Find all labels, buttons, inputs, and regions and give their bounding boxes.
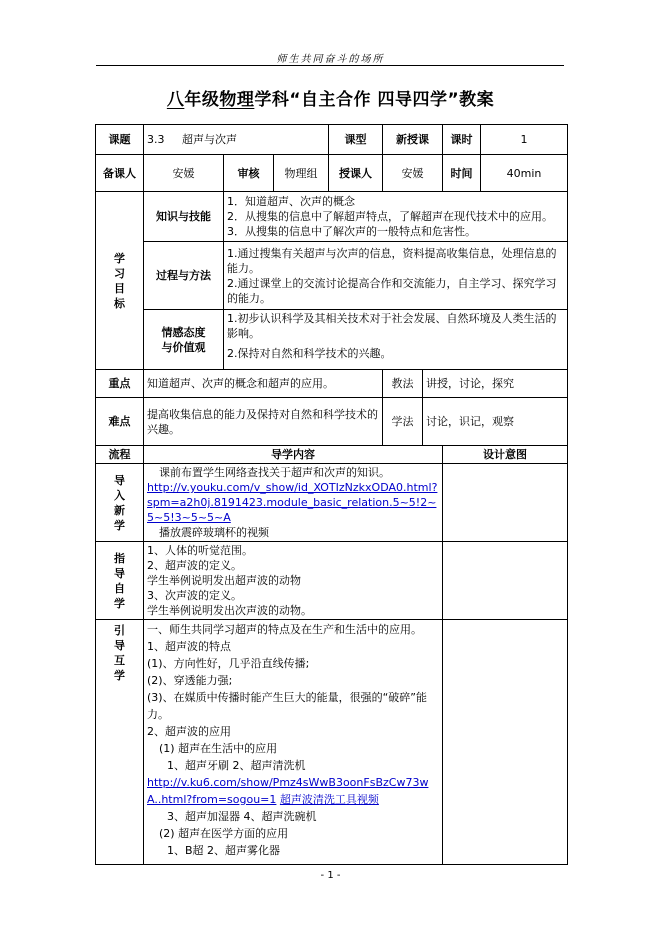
lesson-name: 超声与次声 (181, 133, 237, 146)
guide-design (443, 542, 568, 620)
key-content: 知道超声、次声的概念和超声的应用。 (144, 370, 383, 398)
guide-label-text: 指导自学 (114, 551, 125, 610)
content-header-label: 导学内容 (144, 446, 443, 464)
time-value: 40min (481, 155, 568, 192)
guide-content (144, 542, 443, 620)
lead-line-3: (1)、方向性好，几乎沿直线传播; (147, 657, 310, 670)
review-label: 审核 (224, 155, 274, 192)
lesson-value (144, 125, 329, 155)
emotion-label (144, 310, 224, 370)
guide-line-2: 2、超声波的定义。 (147, 559, 242, 572)
knowledge-item-3: 3．从搜集的信息中了解次声的一般特点和危害性。 (227, 225, 476, 238)
row-objective-process (96, 242, 568, 310)
teacher-label: 授课人 (329, 155, 383, 192)
key-method-label: 教法 (383, 370, 423, 398)
difficult-method-label: 学法 (383, 398, 423, 446)
process-content (224, 242, 568, 310)
lead-line-6: 2、超声波的应用 (147, 725, 231, 738)
row-objective-knowledge (96, 192, 568, 242)
guide-line-4: 3、次声波的定义。 (147, 589, 242, 602)
objectives-label (96, 192, 144, 370)
row-objective-emotion (96, 310, 568, 370)
design-header-label: 设计意图 (443, 446, 568, 464)
title-grade: 八 (166, 90, 185, 110)
intro-content (144, 464, 443, 542)
row-people (96, 155, 568, 192)
row-lead (96, 620, 568, 865)
lead-line-1: 一、师生共同学习超声的特点及在生产和生活中的应用。 (147, 623, 422, 636)
lead-design (443, 620, 568, 865)
emotion-label-line-2: 与价值观 (161, 340, 206, 354)
lead-line-5: (3)、在媒质中传播时能产生巨大的能量，很强的“破碎”能力。 (147, 691, 427, 721)
intro-label (96, 464, 144, 542)
title-grade-suffix: 年级 (184, 90, 220, 110)
header-rule (96, 65, 564, 66)
guide-label (96, 542, 144, 620)
lead-content (144, 620, 443, 865)
teacher-value: 安媛 (383, 155, 443, 192)
knowledge-content (224, 192, 568, 242)
objectives-label-text: 学习目标 (114, 251, 125, 310)
emotion-item-1: 1.初步认识科学及其相关技术对于社会发展、自然环境及人类生活的影响。 (227, 312, 557, 340)
lesson-number: 3.3 (147, 133, 165, 146)
type-value: 新授课 (383, 125, 443, 155)
row-flow-header (96, 446, 568, 464)
process-label: 过程与方法 (144, 242, 224, 310)
lead-line-11: 1、B超 2、超声雾化器 (167, 844, 281, 857)
intro-line-1: 课前布置学生网络查找关于超声和次声的知识。 (159, 466, 390, 479)
lead-label-text: 引导互学 (114, 624, 125, 682)
intro-video-link[interactable]: http://v.youku.com/v_show/id_XOTIzNzkxODA0.html?spm=a2h0j.8191423.module_basic_relation.5~5!2~5~5!3~5~5~A (147, 481, 438, 524)
guide-line-1: 1、人体的听觉范围。 (147, 544, 253, 557)
prep-value: 安媛 (144, 155, 224, 192)
page-header-banner: 师生共同奋斗的场所 (276, 54, 385, 65)
flow-header-label: 流程 (96, 446, 144, 464)
emotion-content (224, 310, 568, 370)
intro-design (443, 464, 568, 542)
knowledge-item-2: 2．从搜集的信息中了解超声特点，了解超声在现代技术中的应用。 (227, 210, 553, 223)
prep-label: 备课人 (96, 155, 144, 192)
knowledge-item-1: 1．知道超声、次声的概念 (227, 195, 355, 208)
row-key-points (96, 370, 568, 398)
type-label: 课型 (329, 125, 383, 155)
emotion-item-2: 2.保持对自然和科学技术的兴趣。 (227, 347, 392, 360)
knowledge-label: 知识与技能 (144, 192, 224, 242)
lesson-label: 课题 (96, 125, 144, 155)
lead-line-2: 1、超声波的特点 (147, 640, 231, 653)
lesson-plan-table (95, 124, 568, 865)
difficult-content: 提高收集信息的能力及保持对自然和科学技术的兴趣。 (144, 398, 383, 446)
lead-line-10: (2) 超声在医学方面的应用 (159, 827, 289, 840)
key-label: 重点 (96, 370, 144, 398)
key-method: 讲授，讨论，探究 (423, 370, 568, 398)
review-value: 物理组 (274, 155, 329, 192)
title-rest: 学科“自主合作 四导四学”教案 (254, 90, 495, 110)
lead-video-link[interactable]: http://v.ku6.com/show/Pmz4sWwB3oonFsBzCw73wA..html?from=sogou=1 (147, 776, 429, 806)
emotion-label-line-1: 情感态度 (161, 325, 206, 339)
time-label: 时间 (443, 155, 481, 192)
difficult-method: 讨论，识记，观察 (423, 398, 568, 446)
lead-line-7: (1) 超声在生活中的应用 (159, 742, 278, 755)
lead-line-8: 1、超声牙刷 2、超声清洗机 (167, 759, 306, 772)
guide-line-3: 学生举例说明发出超声波的动物 (147, 574, 301, 587)
row-lesson (96, 125, 568, 155)
title-subject: 物理 (219, 90, 255, 110)
lead-label (96, 620, 144, 865)
process-item-2: 2.通过课堂上的交流讨论提高合作和交流能力，自主学习、探究学习的能力。 (227, 276, 557, 305)
row-guide (96, 542, 568, 620)
difficult-label: 难点 (96, 398, 144, 446)
document-title (0, 85, 661, 110)
hours-label: 课时 (443, 125, 481, 155)
lead-link-line (147, 774, 439, 808)
row-difficult-points (96, 398, 568, 446)
row-intro (96, 464, 568, 542)
lead-video-link-tail[interactable]: 超声波清洗工具视频 (279, 793, 379, 806)
intro-label-text: 导入新学 (114, 473, 125, 532)
lead-line-4: (2)、穿透能力强; (147, 674, 233, 687)
lead-line-9: 3、超声加湿器 4、超声洗碗机 (167, 810, 317, 823)
guide-line-5: 学生举例说明发出次声波的动物。 (147, 604, 312, 617)
page-number: - 1 - (320, 870, 341, 881)
intro-line-2: 播放震碎玻璃杯的视频 (159, 526, 269, 539)
hours-value: 1 (481, 125, 568, 155)
process-item-1: 1.通过搜集有关超声与次声的信息，资料提高收集信息，处理信息的能力。 (227, 246, 557, 275)
